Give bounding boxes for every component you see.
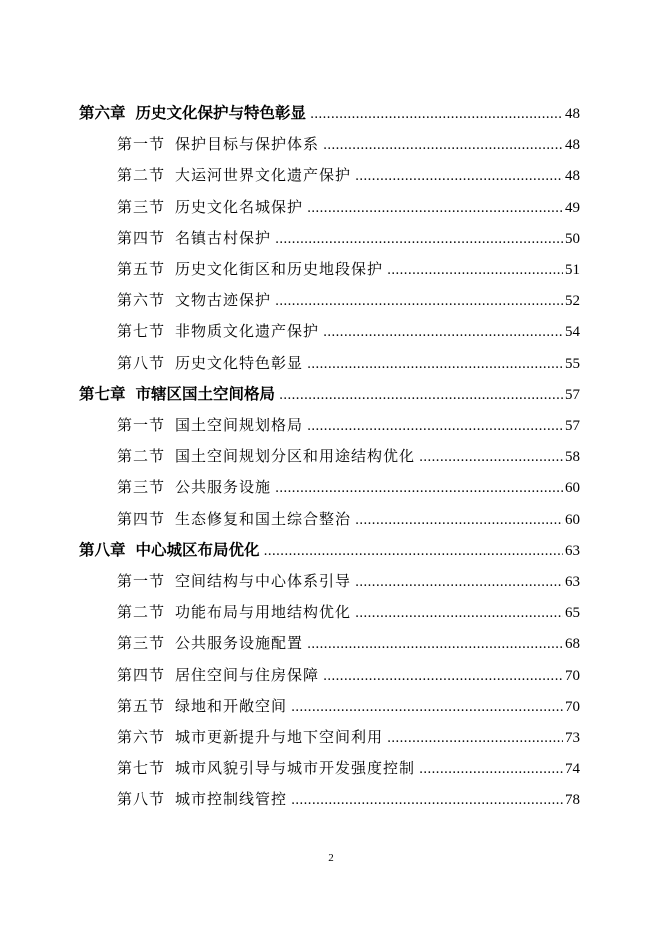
- section-number: 第一节: [117, 135, 166, 154]
- toc-entry-label: [117, 316, 319, 346]
- section-number: 第二节: [117, 603, 166, 622]
- toc-entry-label: [117, 254, 383, 284]
- chapter-number: 第七章: [79, 383, 126, 403]
- dot-leader: [291, 786, 563, 816]
- section-title: 国土空间规划分区和用途结构优化: [175, 447, 416, 466]
- section-number: 第六节: [117, 728, 166, 746]
- chapter-number: 第六章: [79, 103, 126, 122]
- toc-page-number: 49: [565, 199, 580, 216]
- dot-leader: [275, 287, 563, 317]
- dot-leader: [323, 318, 563, 348]
- toc-entry-label: [117, 784, 287, 814]
- chapter-title: 市辖区国土空间格局: [135, 383, 276, 403]
- toc-section-entry[interactable]: [117, 223, 580, 253]
- section-title: 生态修复和国土综合整治: [175, 509, 352, 528]
- section-title: 大运河世界文化遗产保护: [175, 166, 352, 185]
- section-number: 第七节: [117, 322, 166, 341]
- section-number: 第四节: [117, 509, 166, 528]
- section-title: 保护目标与保护体系: [175, 135, 320, 154]
- toc-section-entry[interactable]: [117, 348, 580, 378]
- dot-leader: [275, 225, 563, 255]
- toc-entry-label: [117, 566, 351, 596]
- section-number: 第五节: [117, 696, 166, 715]
- toc-entry-label: [117, 410, 303, 440]
- toc-entry-label: [117, 660, 319, 690]
- section-number: 第六节: [117, 291, 166, 310]
- toc-page-number: 48: [565, 168, 580, 185]
- toc-page-number: 52: [565, 293, 580, 310]
- toc-page-number: 70: [565, 667, 580, 684]
- dot-leader: [387, 724, 563, 754]
- toc-page-number: 73: [565, 730, 580, 746]
- toc-entry-label: [117, 160, 351, 190]
- chapter-title: 中心城区布局优化: [135, 539, 260, 559]
- dot-leader: [355, 506, 563, 536]
- toc-page-number: 63: [565, 574, 580, 590]
- section-title: 国土空间规划格局: [175, 416, 304, 434]
- section-title: 历史文化名城保护: [175, 197, 304, 216]
- section-number: 第八节: [117, 353, 166, 372]
- dot-leader: [307, 194, 563, 224]
- dot-leader: [355, 568, 563, 598]
- section-number: 第一节: [117, 416, 166, 434]
- dot-leader: [307, 412, 563, 442]
- toc-page-number: 68: [565, 636, 580, 653]
- dot-leader: [307, 630, 563, 660]
- toc-section-entry[interactable]: [117, 192, 580, 222]
- toc-entry-label: [117, 597, 351, 627]
- toc-entry-label: [117, 285, 271, 315]
- toc-page-number: 78: [565, 792, 580, 809]
- toc-page-number: 60: [565, 511, 580, 528]
- toc-section-entry[interactable]: [117, 722, 580, 752]
- toc-entry-label: [117, 129, 319, 159]
- toc-section-entry[interactable]: [117, 441, 580, 471]
- dot-leader: [387, 256, 563, 286]
- section-title: 城市更新提升与地下空间利用: [175, 728, 384, 746]
- section-title: 公共服务设施: [175, 478, 272, 497]
- section-title: 非物质文化遗产保护: [175, 322, 320, 341]
- toc-section-entry[interactable]: [117, 566, 580, 596]
- toc-section-entry[interactable]: [117, 254, 580, 284]
- toc-entry-label: [117, 504, 351, 534]
- toc-page-number: 74: [565, 761, 580, 778]
- toc-section-entry[interactable]: [117, 472, 580, 502]
- toc-page-number: 54: [565, 324, 580, 341]
- section-title: 名镇古村保护: [175, 228, 272, 247]
- dot-leader: [323, 662, 563, 692]
- section-number: 第七节: [117, 759, 166, 778]
- toc-entry-label: [117, 691, 287, 721]
- section-title: 城市风貌引导与城市开发强度控制: [175, 759, 416, 778]
- toc-section-entry[interactable]: [117, 504, 580, 534]
- toc-page-number: 70: [565, 698, 580, 715]
- page-number: 2: [328, 852, 334, 864]
- toc-page-number: 58: [565, 449, 580, 466]
- toc-entry-label: [117, 722, 383, 752]
- toc-page-number: 57: [565, 418, 580, 434]
- dot-leader: [264, 537, 563, 567]
- toc-entry-label: [117, 472, 271, 502]
- toc-entry-label: [117, 753, 415, 783]
- toc-page-number: 55: [565, 355, 580, 372]
- toc-section-entry[interactable]: [117, 597, 580, 627]
- section-title: 绿地和开敞空间: [175, 696, 288, 715]
- toc-section-entry[interactable]: [117, 784, 580, 814]
- section-title: 空间结构与中心体系引导: [175, 572, 352, 590]
- section-number: 第三节: [117, 478, 166, 497]
- section-title: 历史文化特色彰显: [175, 353, 304, 372]
- dot-leader: [291, 693, 563, 723]
- section-title: 文物古迹保护: [175, 291, 272, 310]
- toc-chapter-entry[interactable]: [79, 535, 580, 565]
- section-number: 第三节: [117, 634, 166, 653]
- dot-leader: [419, 443, 563, 473]
- section-title: 居住空间与住房保障: [175, 665, 320, 684]
- dot-leader: [323, 131, 563, 161]
- toc-page-number: 48: [565, 106, 580, 122]
- toc-entry-label: [117, 192, 303, 222]
- toc-entry-label: [79, 379, 275, 409]
- toc-page-number: 50: [565, 230, 580, 247]
- toc-chapter-entry[interactable]: [79, 98, 580, 128]
- section-number: 第五节: [117, 260, 166, 278]
- toc-section-entry[interactable]: [117, 285, 580, 315]
- toc-entry-label: [79, 98, 306, 128]
- toc-section-entry[interactable]: [117, 628, 580, 658]
- toc-section-entry[interactable]: [117, 316, 580, 346]
- section-title: 城市控制线管控: [175, 790, 288, 809]
- dot-leader: [307, 350, 563, 380]
- toc-chapter-entry[interactable]: [79, 379, 580, 409]
- dot-leader: [355, 599, 563, 629]
- section-number: 第二节: [117, 447, 166, 466]
- dot-leader: [279, 381, 563, 411]
- toc-page-number: 48: [565, 137, 580, 154]
- toc-section-entry[interactable]: [117, 129, 580, 159]
- toc-entry-label: [117, 441, 415, 471]
- section-number: 第四节: [117, 665, 166, 684]
- section-number: 第三节: [117, 197, 166, 216]
- section-number: 第一节: [117, 572, 166, 590]
- toc-entry-label: [117, 223, 271, 253]
- toc-section-entry[interactable]: [117, 660, 580, 690]
- toc-entry-label: [117, 628, 303, 658]
- toc-section-entry[interactable]: [117, 410, 580, 440]
- section-number: 第四节: [117, 228, 166, 247]
- toc-section-entry[interactable]: [117, 753, 580, 783]
- toc-page-number: 51: [565, 262, 580, 278]
- chapter-title: 历史文化保护与特色彰显: [135, 103, 307, 122]
- dot-leader: [419, 755, 563, 785]
- section-title: 功能布局与用地结构优化: [175, 603, 352, 622]
- toc-entry-label: [117, 348, 303, 378]
- section-number: 第八节: [117, 790, 166, 809]
- chapter-number: 第八章: [79, 539, 126, 559]
- dot-leader: [355, 162, 563, 192]
- toc-page-number: 60: [565, 480, 580, 497]
- toc-page-number: 63: [565, 542, 580, 559]
- section-title: 公共服务设施配置: [175, 634, 304, 653]
- toc-section-entry[interactable]: [117, 160, 580, 190]
- dot-leader: [310, 100, 563, 130]
- section-title: 历史文化街区和历史地段保护: [175, 260, 384, 278]
- section-number: 第二节: [117, 166, 166, 185]
- dot-leader: [275, 474, 563, 504]
- toc-page-number: 65: [565, 605, 580, 622]
- toc-section-entry[interactable]: [117, 691, 580, 721]
- toc-page-number: 57: [565, 386, 580, 403]
- toc-entry-label: [79, 535, 260, 565]
